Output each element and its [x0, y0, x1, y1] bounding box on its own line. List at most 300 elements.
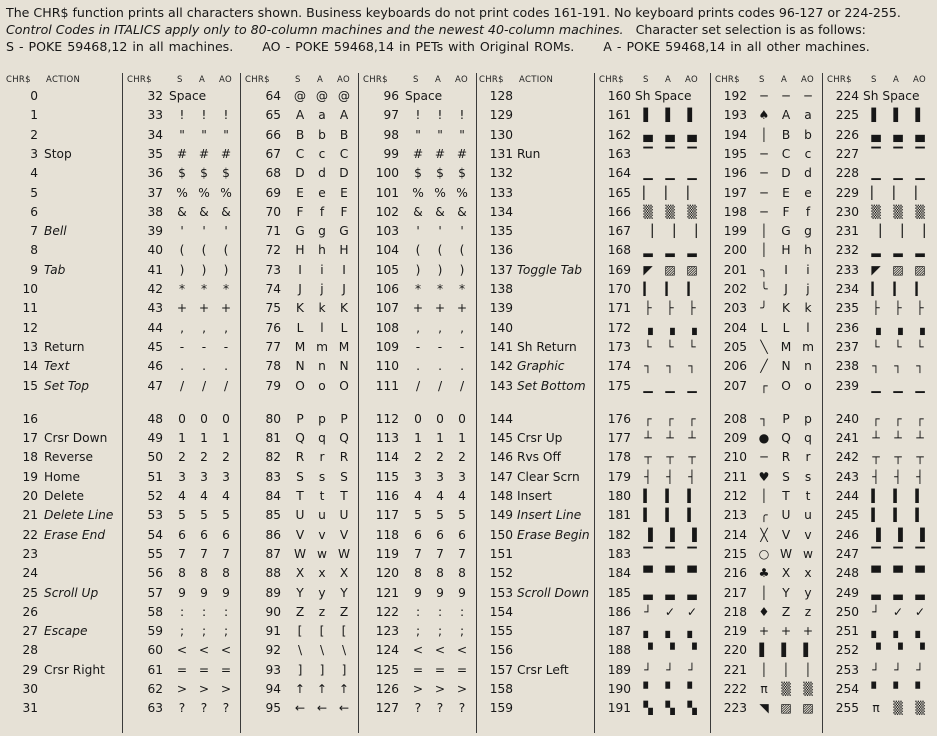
glyph-s: ─: [760, 89, 768, 103]
glyph-ao: C: [339, 146, 349, 161]
glyph-a: ┘: [894, 662, 902, 677]
table-row: [477, 377, 595, 396]
chr-code: 52: [147, 489, 163, 503]
column-header: S: [413, 75, 419, 85]
selection-line: [6, 38, 934, 55]
column-header: AO: [913, 75, 926, 85]
table-row: [477, 299, 595, 318]
glyph-ao: J: [342, 282, 346, 296]
chr-code: 208: [723, 411, 747, 426]
table-row: [823, 203, 935, 222]
action-label: Escape: [44, 624, 88, 639]
glyph-ao: ▒: [803, 682, 813, 696]
table-row: [4, 319, 122, 338]
chr-code: 1: [30, 108, 38, 123]
chr-code: 188: [607, 643, 631, 658]
glyph-ao: ▏: [915, 185, 925, 200]
glyph-s: $: [414, 166, 422, 181]
chr-code: 18: [22, 450, 38, 465]
glyph-ao: 3: [222, 469, 230, 484]
action-label: Crsr Left: [517, 662, 569, 677]
chr-code: 58: [147, 604, 163, 619]
glyph-a: │: [782, 662, 790, 677]
table-row: [123, 526, 241, 545]
table-row: [823, 680, 935, 699]
chr-code: 238: [835, 359, 859, 374]
table-row: [4, 487, 122, 506]
glyph-s: 7: [178, 546, 186, 561]
chr-code: 222: [723, 682, 747, 696]
chr-code: 86: [265, 527, 281, 542]
glyph-ao: =: [456, 662, 468, 677]
table-row: [711, 526, 823, 545]
glyph-a: e: [318, 185, 326, 200]
table-row: [823, 526, 935, 545]
chr-code: 95: [265, 701, 281, 716]
glyph-s: =: [176, 662, 188, 677]
glyph-s: 0: [178, 411, 186, 426]
glyph-ao: ▒: [687, 204, 697, 219]
glyph-s: ─: [760, 204, 768, 219]
chr-code: 106: [375, 282, 399, 296]
glyph-a: ▒: [665, 204, 675, 219]
chr-code: 203: [723, 301, 747, 316]
glyph-ao: G: [339, 224, 349, 239]
glyph-a: u: [318, 508, 326, 523]
chr-code: 29: [22, 662, 38, 677]
action-label: Sh Return: [517, 339, 577, 354]
chr-code: 12: [22, 320, 38, 335]
chr-code: 73: [265, 262, 281, 277]
chr-code: 133: [489, 185, 513, 200]
glyph-s: ": [179, 127, 185, 142]
chr-code: 83: [265, 469, 281, 484]
chr-code: 210: [723, 450, 747, 465]
chr-code: 157: [489, 662, 513, 677]
table-row: [4, 338, 122, 357]
glyph-a: n: [318, 359, 326, 374]
glyph-s: (: [179, 243, 185, 258]
column-header: AO: [801, 75, 814, 85]
table-row: [711, 126, 823, 145]
glyph-s: #: [176, 146, 188, 161]
column-header: A: [665, 75, 672, 85]
glyph-ao: /: [223, 378, 229, 393]
column-header: A: [199, 75, 206, 85]
chr-code: 97: [383, 108, 399, 123]
glyph-ao: .: [224, 359, 228, 374]
table-row: [711, 545, 823, 564]
glyph-a: .: [202, 359, 206, 374]
table-row: [4, 203, 122, 222]
glyph-ao: B: [339, 127, 349, 142]
glyph-ao: ▔: [687, 146, 697, 161]
glyph-ao: h: [804, 243, 812, 258]
glyph-ao: %: [456, 185, 468, 200]
glyph-a: W: [779, 546, 793, 561]
glyph-ao: =: [220, 662, 232, 677]
table-row: [241, 545, 359, 564]
glyph-s: ♥: [758, 469, 770, 484]
chr-code: 149: [489, 508, 513, 523]
chr-code: 141: [489, 339, 513, 354]
glyph-ao: W: [337, 546, 351, 561]
chr-code: 74: [265, 282, 281, 296]
glyph-a: ▁: [893, 378, 903, 393]
chr-code: 197: [723, 185, 747, 200]
table-row: [477, 338, 595, 357]
glyph-s: =: [412, 662, 424, 677]
chr-code: 154: [489, 604, 513, 619]
glyph-a: O: [781, 378, 791, 393]
table-row: [595, 526, 711, 545]
glyph-s: S: [296, 469, 304, 484]
chr-code: 246: [835, 527, 859, 542]
glyph-ao: @: [337, 89, 351, 103]
chr-code: 239: [835, 378, 859, 393]
glyph-a: ▃: [665, 585, 675, 600]
glyph-ao: +: [802, 624, 814, 639]
glyph-a: 9: [436, 585, 444, 600]
chr-code: 217: [723, 585, 747, 600]
glyph-s: └: [872, 339, 880, 354]
glyph-s: ─: [760, 450, 768, 465]
glyph-ao: 9: [222, 585, 230, 600]
glyph-s: 5: [414, 508, 422, 523]
glyph-s: Y: [296, 585, 304, 600]
glyph-a: N: [781, 359, 791, 374]
glyph-ao: Q: [339, 431, 349, 446]
chr-code: 109: [375, 339, 399, 354]
glyph-s: ▎: [871, 282, 881, 296]
table-row: [123, 410, 241, 429]
chr-code: 28: [22, 643, 38, 658]
glyph-a: ▁: [665, 378, 675, 393]
action-label: Set Top: [44, 378, 90, 393]
glyph-a: T: [782, 489, 790, 503]
glyph-s: ": [415, 127, 421, 142]
glyph-ao: ▍: [687, 489, 697, 503]
glyph-a: ┘: [666, 662, 674, 677]
glyph-a: Z: [781, 604, 791, 619]
action-label: Insert: [517, 489, 552, 503]
table-row: [4, 526, 122, 545]
chr-code: 62: [147, 682, 163, 696]
table-row: [477, 222, 595, 241]
glyph-a: ▄: [665, 127, 675, 142]
character-table: [4, 73, 934, 733]
glyph-s: 3: [178, 469, 186, 484]
table-row: [4, 564, 122, 583]
header: [6, 4, 934, 55]
glyph-a: U: [781, 508, 791, 523]
glyph-s: ╮: [760, 262, 768, 277]
table-row: [595, 357, 711, 376]
glyph-a: ▂: [893, 243, 903, 258]
glyph-ao: 9: [458, 585, 466, 600]
glyph-s: @: [293, 89, 307, 103]
glyph-ao: ▐: [915, 527, 925, 542]
chr-code: 179: [607, 469, 631, 484]
glyph-s: +: [176, 301, 188, 316]
glyph-a: 3: [436, 469, 444, 484]
glyph-ao: ▗: [687, 320, 697, 335]
chr-code: 233: [835, 262, 859, 277]
chr-code: 15: [22, 378, 38, 393]
glyph-s: N: [295, 359, 305, 374]
glyph-a: ┤: [666, 469, 674, 484]
action-label: Run: [517, 146, 541, 161]
glyph-ao: 0: [458, 411, 466, 426]
table-row: [711, 357, 823, 376]
glyph-s: │: [760, 585, 768, 600]
glyph-ao: M: [338, 339, 350, 354]
table-row: [823, 377, 935, 396]
table-row: [823, 429, 935, 448]
table-row: [823, 468, 935, 487]
chr-code: 232: [835, 243, 859, 258]
chr-code: 117: [375, 508, 399, 523]
chr-code: 152: [489, 566, 513, 581]
table-row: [595, 564, 711, 583]
table-row: [4, 699, 122, 718]
glyph-ao: x: [804, 566, 812, 581]
glyph-ao: F: [340, 204, 348, 219]
italic-note-line: [6, 21, 934, 38]
table-row: [477, 203, 595, 222]
glyph-s: :: [179, 604, 185, 619]
glyph-a: b: [318, 127, 326, 142]
table-row: [823, 641, 935, 660]
column-header: CHR$: [127, 75, 152, 85]
glyph-a: i: [320, 262, 324, 277]
chr-code: 122: [375, 604, 399, 619]
glyph-a: ?: [200, 701, 208, 716]
chr-code: 198: [723, 204, 747, 219]
table-row: [477, 261, 595, 280]
glyph-s: 8: [178, 566, 186, 581]
glyph-ao: ': [460, 224, 464, 239]
glyph-ao: ▂: [915, 243, 925, 258]
glyph-a: %: [198, 185, 210, 200]
table-row: [823, 319, 935, 338]
glyph-ao: >: [456, 682, 468, 696]
chr-code: 167: [607, 224, 631, 239]
glyph-ao: ─: [804, 89, 812, 103]
column-c3: [240, 73, 359, 733]
glyph-ao: ┤: [688, 469, 696, 484]
glyph-s: ': [416, 224, 420, 239]
table-row: [241, 299, 359, 318]
glyph-ao: k: [804, 301, 812, 316]
table-row: [4, 584, 122, 603]
chr-code: 27: [22, 624, 38, 639]
glyph-ao: ;: [223, 624, 229, 639]
glyph-s: (: [415, 243, 421, 258]
glyph-s: ←: [294, 701, 306, 716]
column-header: AO: [685, 75, 698, 85]
glyph-ao: !: [459, 108, 465, 123]
table-row: [477, 280, 595, 299]
table-row: [123, 126, 241, 145]
chr-code: 7: [30, 224, 38, 239]
glyph-s: ♣: [758, 566, 770, 581]
glyph-ao: └: [688, 339, 696, 354]
chr-code: 178: [607, 450, 631, 465]
glyph-s: >: [176, 682, 188, 696]
glyph-a: +: [434, 301, 446, 316]
glyph-s: ▔: [643, 546, 653, 561]
chr-code: 17: [22, 431, 38, 446]
chr-code: 124: [375, 643, 399, 658]
table-row: [359, 164, 477, 183]
table-row: [711, 241, 823, 260]
glyph-a: ,: [202, 320, 206, 335]
table-row: [359, 126, 477, 145]
table-row: [123, 622, 241, 641]
table-row: [711, 584, 823, 603]
glyph-a: a: [318, 108, 326, 123]
glyph-a: 4: [436, 489, 444, 503]
glyph-s: D: [295, 166, 305, 181]
glyph-s: 8: [414, 566, 422, 581]
table-row: [823, 545, 935, 564]
chr-code: 2: [30, 127, 38, 142]
glyph-a: ├: [894, 301, 902, 316]
action-label: Set Bottom: [517, 378, 586, 393]
glyph-a: d: [318, 166, 326, 181]
glyph-s: <: [412, 643, 424, 658]
chr-code: 215: [723, 546, 747, 561]
glyph-ao: z: [804, 604, 812, 619]
glyph-s: ▍: [643, 508, 653, 523]
table-row: [4, 87, 122, 106]
chr-code: 195: [723, 146, 747, 161]
chr-code: 150: [489, 527, 513, 542]
column-header: CHR$: [245, 75, 270, 85]
action-label: Bell: [44, 224, 67, 239]
glyph-a: ▀: [893, 566, 903, 581]
glyph-s: -: [415, 339, 421, 354]
chr-code: 20: [22, 489, 38, 503]
glyph-ao: U: [339, 508, 349, 523]
glyph-a: ▐: [665, 527, 675, 542]
glyph-a: 2: [200, 450, 208, 465]
chr-code: 72: [265, 243, 281, 258]
glyph-ao: +: [456, 301, 468, 316]
glyph-ao: ▒: [915, 204, 925, 219]
glyph-a: v: [318, 527, 326, 542]
glyph-ao: 7: [458, 546, 466, 561]
table-row: [823, 448, 935, 467]
glyph-s: W: [293, 546, 307, 561]
table-row: [4, 641, 122, 660]
glyph-ao: j: [806, 282, 810, 296]
glyph-a: %: [434, 185, 446, 200]
glyph-a: 9: [200, 585, 208, 600]
table-row: [241, 222, 359, 241]
glyph-a: A: [781, 108, 791, 123]
glyph-ao: .: [460, 359, 464, 374]
chr-code: 81: [265, 431, 281, 446]
chr-code: 186: [607, 604, 631, 619]
glyph-a: ▄: [893, 127, 903, 142]
glyph-s: ▁: [643, 166, 653, 181]
glyph-ao: E: [340, 185, 348, 200]
glyph-s: │: [760, 243, 768, 258]
glyph-ao: 4: [222, 489, 230, 503]
table-row: [359, 429, 477, 448]
glyph-ao: >: [220, 682, 232, 696]
glyph-ao: c: [804, 146, 812, 161]
glyph-s: 3: [414, 469, 422, 484]
glyph-s: ▗: [643, 320, 653, 335]
glyph-s: 0: [414, 411, 422, 426]
table-row: [711, 222, 823, 241]
glyph-s: *: [178, 282, 186, 296]
glyph-s: ●: [758, 431, 770, 446]
chr-code: 209: [723, 431, 747, 446]
glyph-ao: ▒: [915, 701, 925, 716]
glyph-span: Sh Space: [863, 89, 920, 103]
table-row: [123, 106, 241, 125]
glyph-s: &: [413, 204, 423, 219]
chr-code: 43: [147, 301, 163, 316]
glyph-ao: ┐: [916, 359, 924, 374]
chr-code: 228: [835, 166, 859, 181]
table-row: [4, 126, 122, 145]
glyph-a: ▖: [665, 624, 675, 639]
table-row: [477, 603, 595, 622]
table-row: [823, 506, 935, 525]
table-row: [595, 319, 711, 338]
chr-code: 108: [375, 320, 399, 335]
chr-code: 253: [835, 662, 859, 677]
table-row: [241, 468, 359, 487]
glyph-s: ): [179, 262, 185, 277]
glyph-a: +: [780, 624, 792, 639]
glyph-ao: 2: [458, 450, 466, 465]
chr-code: 148: [489, 489, 513, 503]
table-row: [595, 145, 711, 164]
chr-code: 118: [375, 527, 399, 542]
table-row: [711, 377, 823, 396]
glyph-ao: ▁: [687, 166, 697, 181]
glyph-ao: #: [220, 146, 232, 161]
glyph-ao: <: [456, 643, 468, 658]
glyph-s: ▗: [871, 320, 881, 335]
table-row: [4, 448, 122, 467]
glyph-a: F: [782, 204, 790, 219]
table-row: [595, 164, 711, 183]
glyph-ao: ▌: [687, 108, 697, 123]
table-row: [359, 641, 477, 660]
glyph-a: f: [319, 204, 325, 219]
action-label: Crsr Up: [517, 431, 563, 446]
glyph-s: ╲: [760, 339, 768, 354]
glyph-ao: f: [805, 204, 811, 219]
column-header: A: [435, 75, 442, 85]
table-row: [823, 280, 935, 299]
column-header: S: [871, 75, 877, 85]
glyph-s: ┘: [872, 662, 880, 677]
chr-code: 105: [375, 262, 399, 277]
glyph-s: L: [296, 320, 304, 335]
glyph-a: ▖: [893, 624, 903, 639]
chr-code: 251: [835, 624, 859, 639]
glyph-s: ▍: [871, 508, 881, 523]
glyph-a: q: [318, 431, 326, 446]
